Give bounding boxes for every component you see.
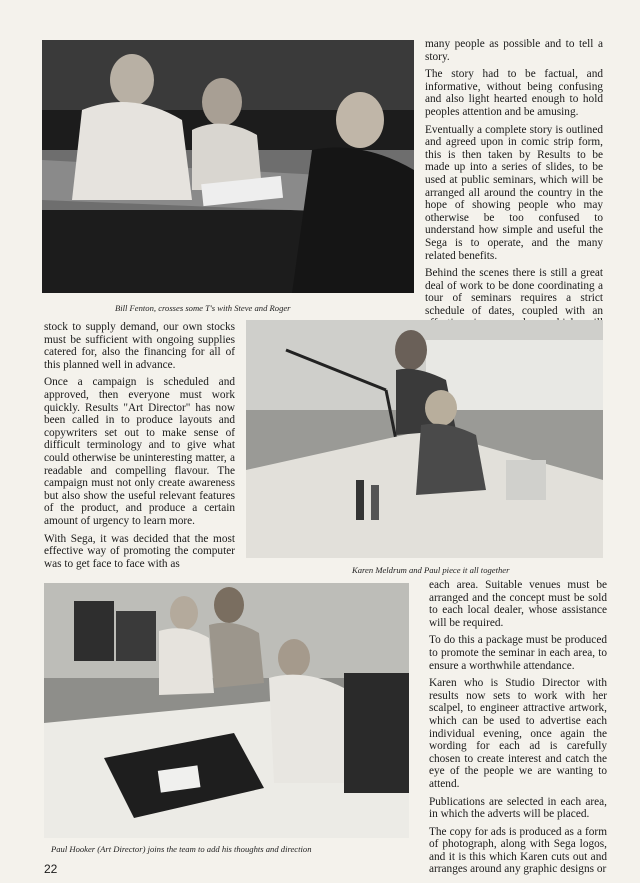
text-column-bottom-right xyxy=(429,579,607,881)
paragraph: With Sega, it was decided that the most effective way of promoting the computer was to get face to face with as xyxy=(44,532,235,570)
text-column-top-right xyxy=(425,38,603,360)
paragraph: Karen who is Studio Director with results now sets to work with her scalpel, to engineer attractive artwork, which can be used to advertise each individual evening, once again the wording for each ad is carefully chosen to create interest and catch the eye of the people we are wanting to attend. xyxy=(429,677,607,790)
photo-caption: Paul Hooker (Art Director) joins the team to add his thoughts and direction xyxy=(51,844,312,854)
page-number: 22 xyxy=(44,862,58,876)
photo-caption: Bill Fenton, crosses some T's with Steve and Roger xyxy=(115,303,291,313)
photo-caption: Karen Meldrum and Paul piece it all together xyxy=(352,565,510,575)
paragraph: Once a campaign is scheduled and approved, then everyone must work quickly. Results "Art Director" has now been called in to produce layouts and copywriters set out to make sense of difficult terminology and to give what could otherwise be uninteresting matter, a readable and compelling flavour. The campaign must not only create awareness but also show the useful relevant features of the product, and produce a certain amount of urgency to learn more. xyxy=(44,376,235,527)
paragraph: The copy for ads is produced as a form of photograph, along with Sega logos, and it is this which Karen cuts out and arranges around any graphic designs or xyxy=(429,825,607,876)
paragraph: Publications are selected in each area, in which the adverts will be placed. xyxy=(429,795,607,821)
photo-meeting xyxy=(42,40,414,293)
text-column-middle-left xyxy=(44,321,235,575)
paragraph: To do this a package must be produced to promote the seminar in each area, to ensure a worthwhile attendance. xyxy=(429,634,607,672)
paragraph: many people as possible and to tell a story. xyxy=(425,38,603,63)
paragraph: stock to supply demand, our own stocks must be sufficient with ongoing supplies catered for, also the financing for all of this planned well in advance. xyxy=(44,321,235,371)
paragraph: each area. Suitable venues must be arranged and the concept must be sold to each local dealer, whose assistance will be required. xyxy=(429,579,607,629)
photo-team xyxy=(44,583,409,838)
paragraph: Eventually a complete story is outlined and agreed upon in comic strip form, this is then taken by Results to be made up into a series of slides, to be used at public seminars, which will be arranged all around the country in the hope of showing people who may otherwise be too confused to understand how simple and useful the Sega is to operate, and the many related benefits. xyxy=(425,123,603,262)
paragraph: The story had to be factual, and informative, without being confusing and also light hearted enough to hold peoples attention and be amusing. xyxy=(425,68,603,118)
paragraph: Behind the scenes there is still a great deal of work to be done coordinating a tour of seminars requires a strict schedule of dates, coupled with an xyxy=(425,267,603,317)
photo-studio xyxy=(246,320,603,558)
